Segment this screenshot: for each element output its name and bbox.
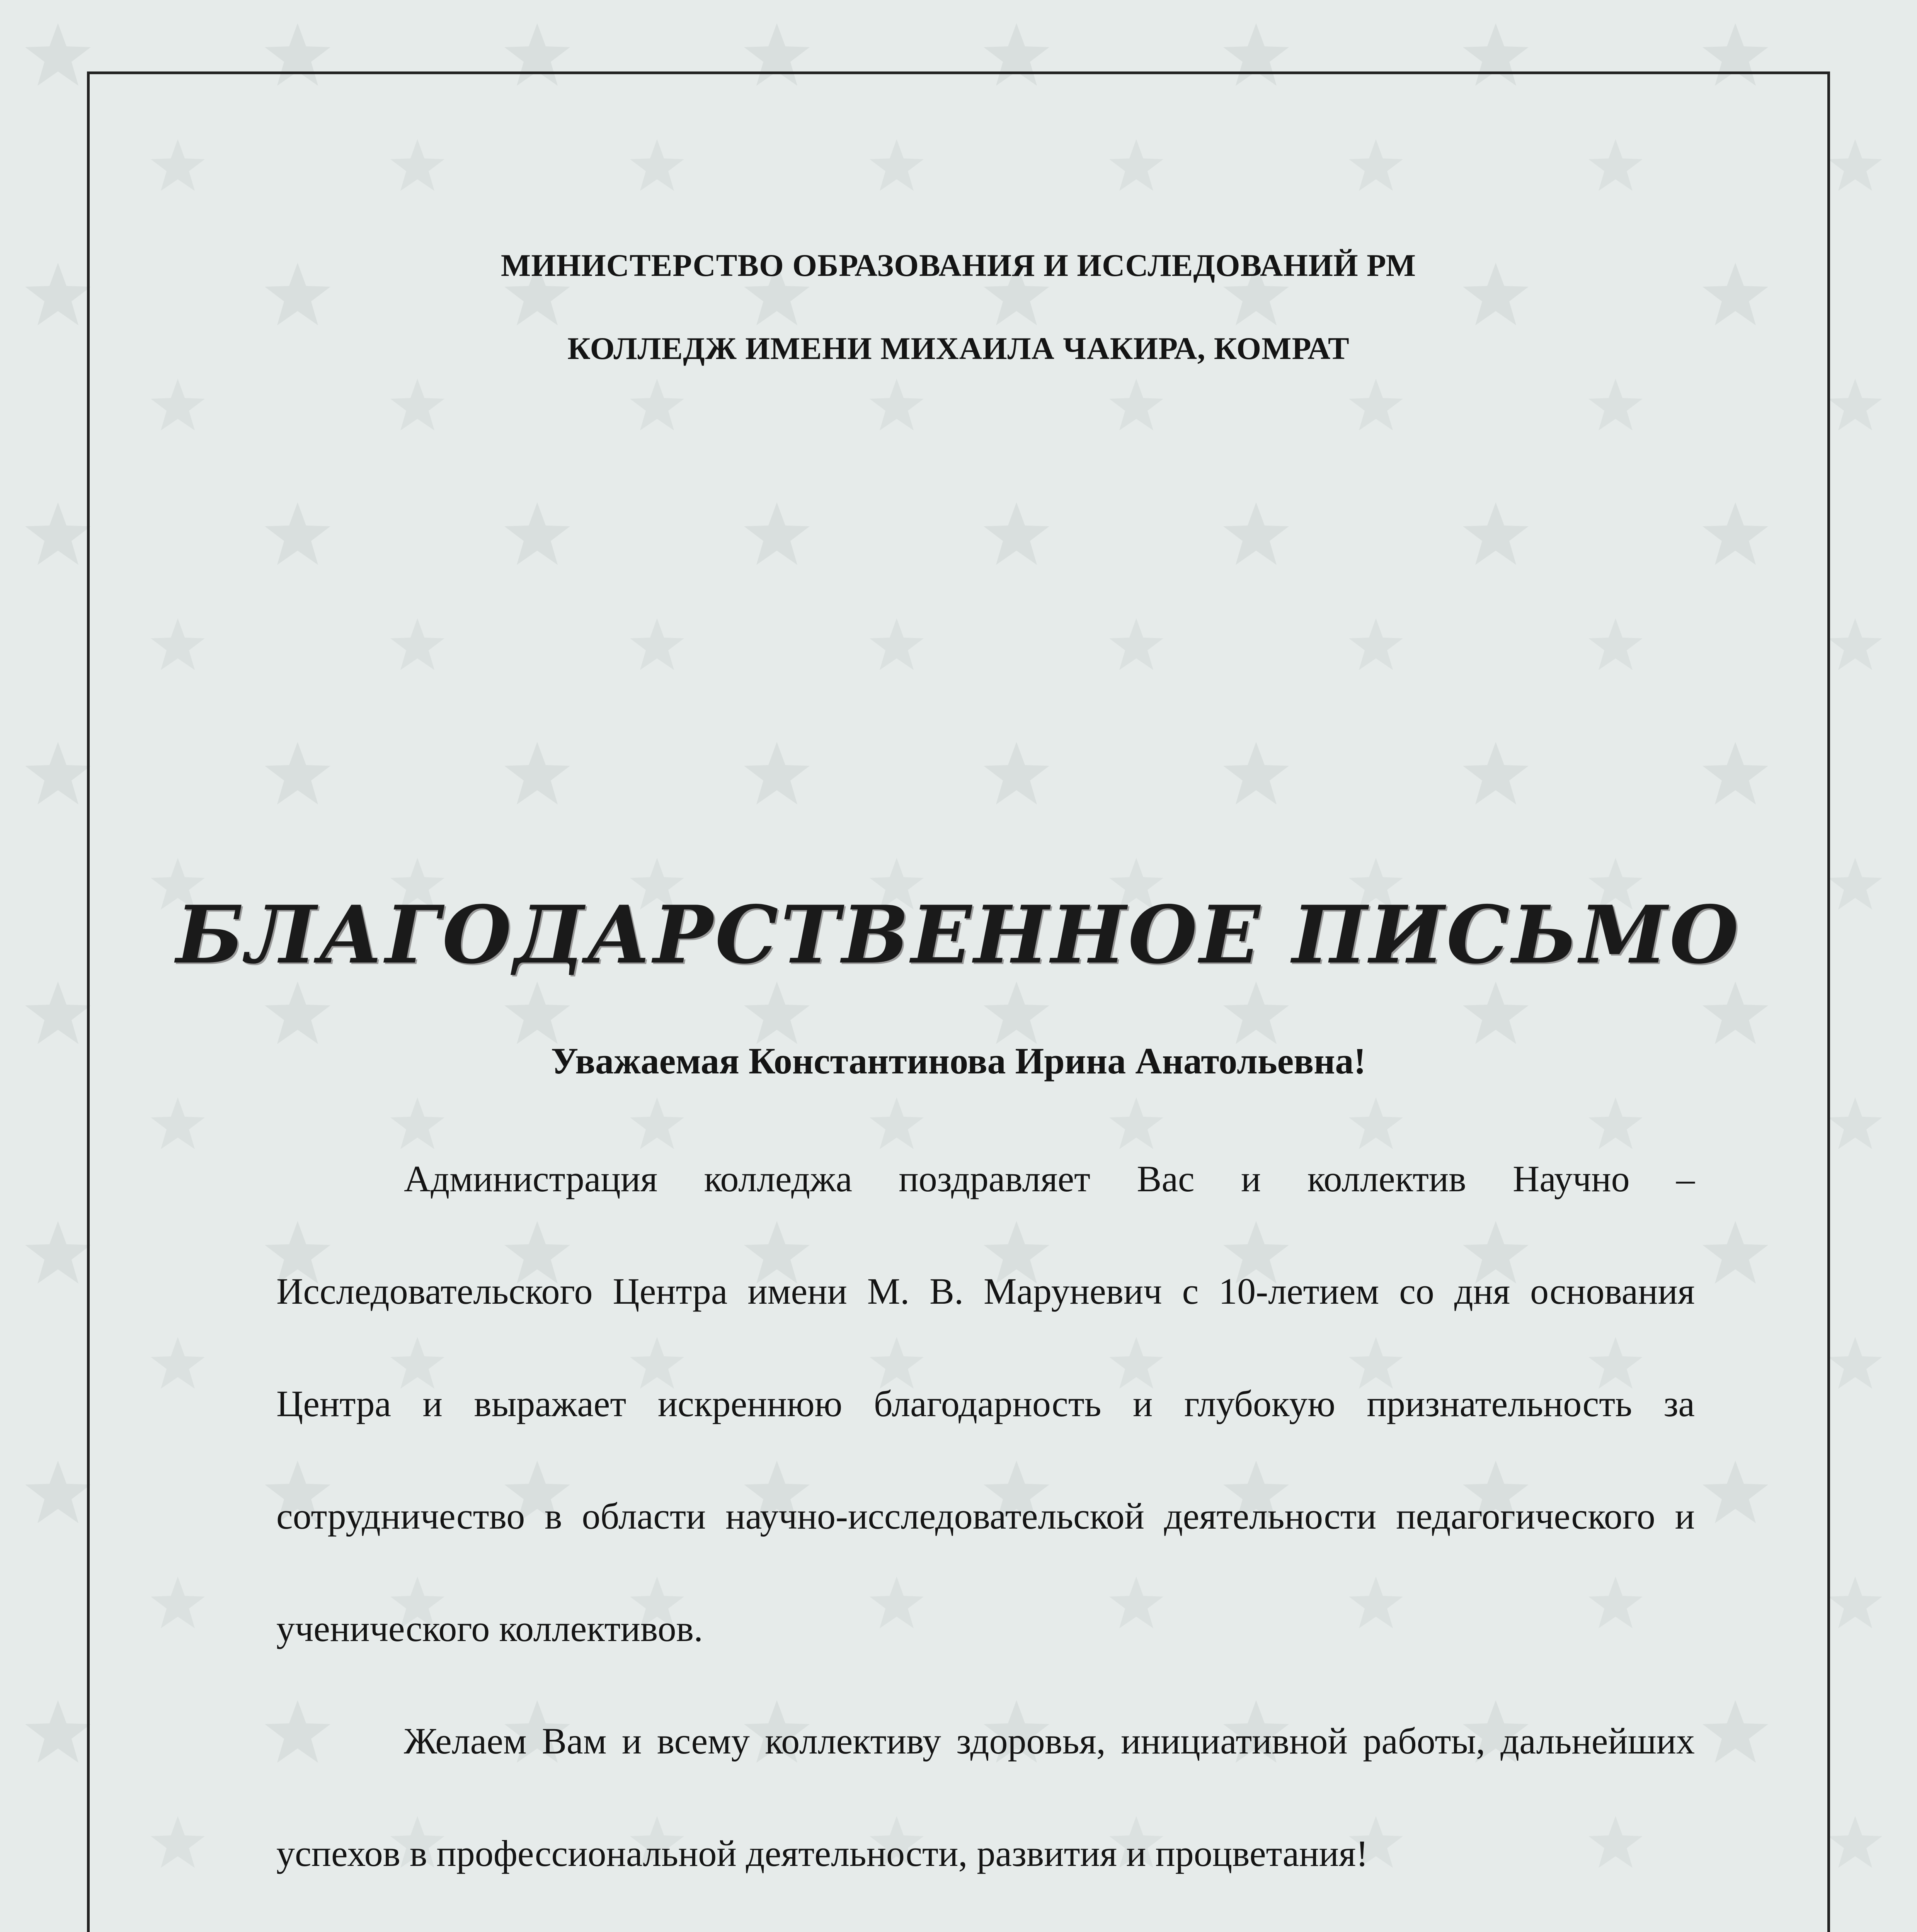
college-header: КОЛЛЕДЖ ИМЕНИ МИХАИЛА ЧАКИРА, КОМРАТ [567,331,1350,366]
body-paragraph: Желаем Вам и всему коллективу здоровья, инициативной работы, дальнейших успехов в профессиональной деятельности, развития и процветания! [276,1720,1695,1874]
ministry-header: МИНИСТЕРСТВО ОБРАЗОВАНИЯ И ИССЛЕДОВАНИЙ РМ [501,248,1416,283]
letter-title: БЛАГОДАРСТВЕННОЕ ПИСЬМО [176,889,1741,981]
salutation: Уважаемая Константинова Ирина Анатольевна! [551,1040,1366,1082]
body-paragraph: Администрация колледжа поздравляет Вас и коллектив Научно – Исследовательского Центра имени М. В. Маруневич с 10-летием со дня основания Центра и выражает искреннюю благодарность и глубокую признательность за сотрудничество в области научно-исследовательской деятельности педагогического и ученического коллективов. [276,1158,1695,1649]
letter-body [276,1122,1695,1932]
body-paragraph [276,1910,1695,1932]
